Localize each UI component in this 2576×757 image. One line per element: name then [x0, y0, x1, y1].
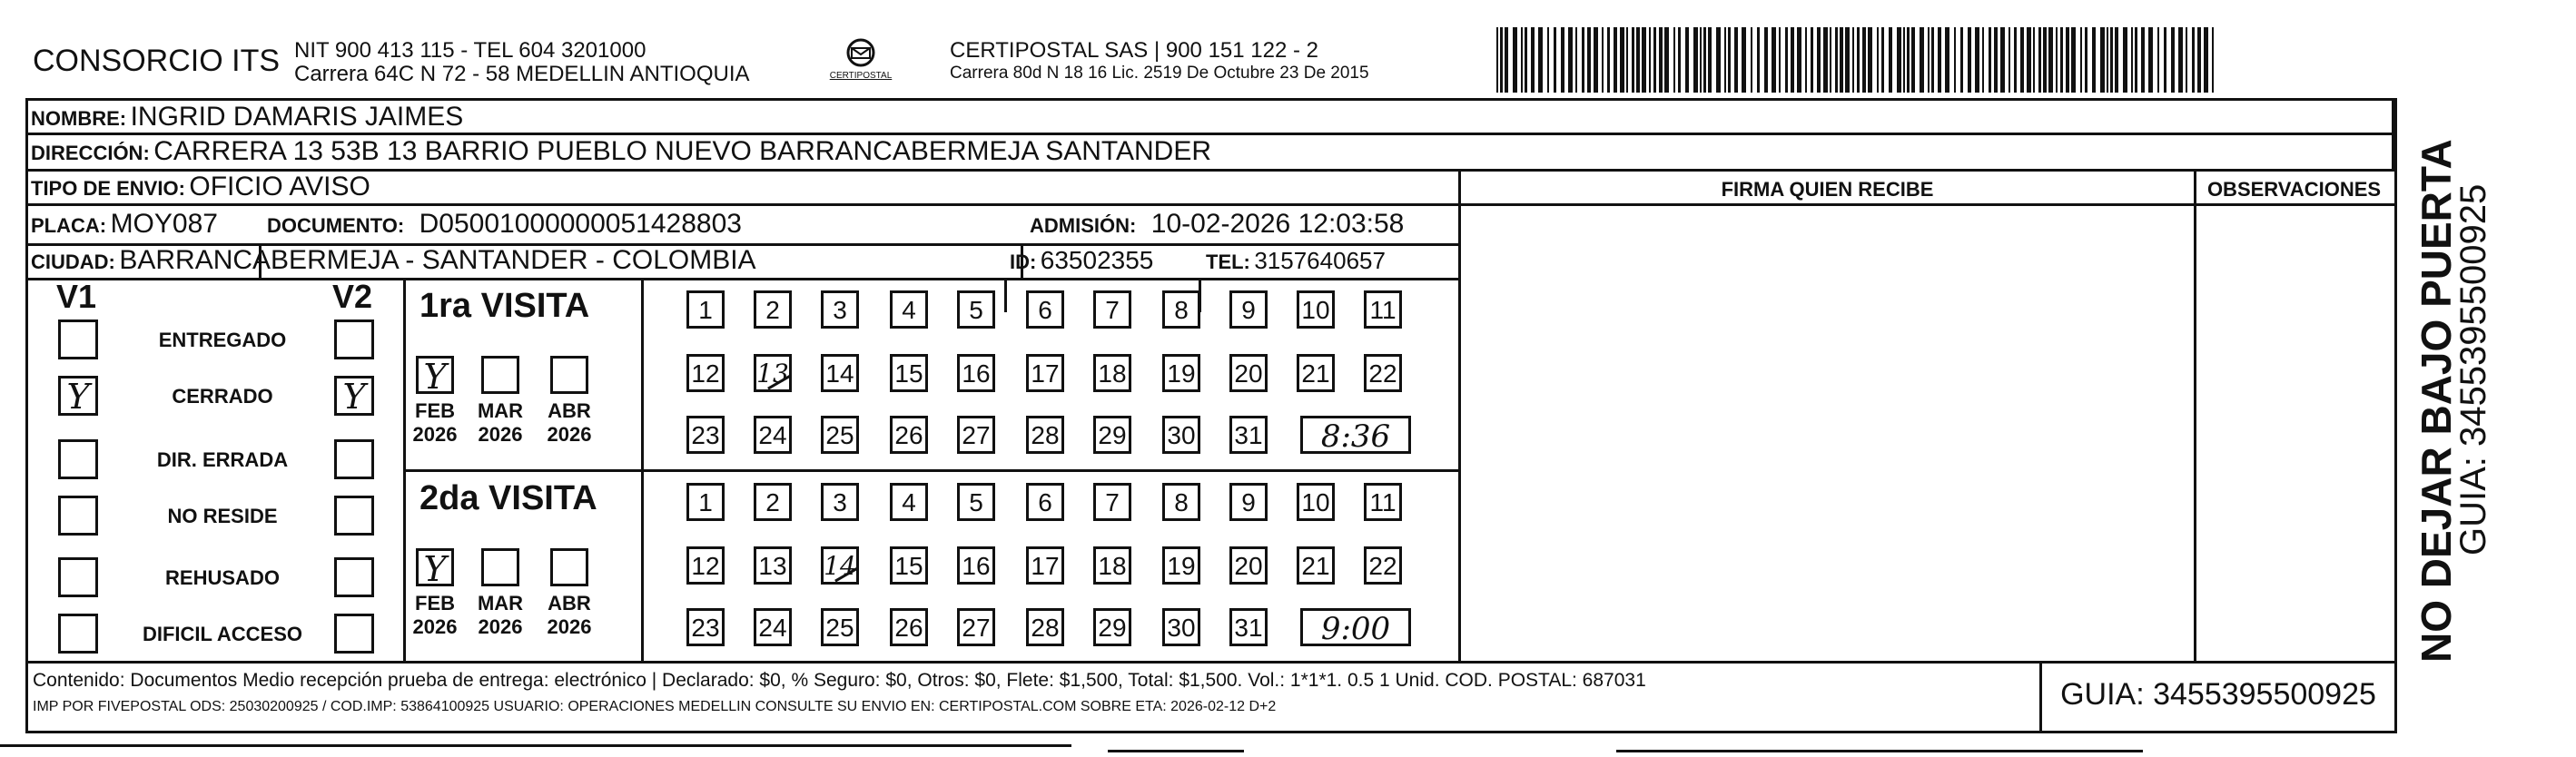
- day-box[interactable]: 9: [1229, 483, 1268, 521]
- day-box[interactable]: 13: [754, 546, 792, 585]
- v2-checkbox[interactable]: [334, 320, 374, 359]
- barcode-bar: [1724, 27, 1726, 93]
- barcode-bar: [1678, 27, 1681, 93]
- barcode-bar: [2080, 27, 2082, 93]
- barcode-bar: [2066, 27, 2069, 93]
- day-box[interactable]: 7: [1093, 483, 1131, 521]
- name-label: NOMBRE:: [31, 107, 127, 130]
- day-box[interactable]: 28: [1026, 608, 1064, 646]
- barcode-bar: [1785, 27, 1788, 93]
- barcode-bar: [1575, 27, 1577, 93]
- barcode-bar: [1649, 27, 1651, 93]
- barcode-bar: [1653, 27, 1656, 93]
- day-box[interactable]: 1: [686, 483, 725, 521]
- barcode-bar: [1911, 27, 1915, 93]
- barcode-bar: [1708, 27, 1712, 93]
- day-box[interactable]: 24: [754, 608, 792, 646]
- barcode-bar: [1982, 27, 1984, 93]
- day-box[interactable]: 5: [957, 483, 995, 521]
- barcode-bar: [1513, 27, 1517, 93]
- day-box[interactable]: 1: [686, 290, 725, 329]
- day-box[interactable]: 30: [1162, 608, 1200, 646]
- barcode-bar: [2060, 27, 2063, 93]
- day-box[interactable]: 21: [1297, 354, 1335, 392]
- barcode-bar: [1975, 27, 1979, 93]
- day-box[interactable]: 24: [754, 416, 792, 454]
- side-guia: GUIA: 3455395500925: [2453, 183, 2493, 555]
- visit-time-box[interactable]: 9:00: [1300, 608, 1411, 646]
- barcode-bar: [1779, 27, 1781, 93]
- barcode-bar: [1582, 27, 1584, 93]
- day-box[interactable]: 4: [890, 483, 928, 521]
- barcode-bar: [1845, 27, 1850, 93]
- day-box[interactable]: 18: [1093, 546, 1131, 585]
- month-checkbox[interactable]: [481, 356, 519, 394]
- signature-area: [1461, 205, 2194, 661]
- barcode-bar: [2212, 27, 2214, 93]
- barcode-bar: [2115, 27, 2118, 93]
- barcode-bar: [2020, 27, 2024, 93]
- barcode-bar: [2048, 27, 2053, 93]
- barcode-bar: [1620, 27, 1624, 93]
- reason-label: REHUSADO: [165, 566, 280, 589]
- v1-checkbox[interactable]: [58, 320, 98, 359]
- barcode-bar: [1764, 27, 1768, 93]
- barcode-bar: [2085, 27, 2087, 93]
- reason-label: NO RESIDE: [167, 505, 278, 527]
- barcode-bar: [2164, 27, 2166, 93]
- month-label: FEB: [415, 399, 455, 422]
- day-box[interactable]: 25: [821, 416, 859, 454]
- v1-checkbox[interactable]: Y: [58, 376, 98, 416]
- month-checkbox[interactable]: Y: [416, 356, 454, 394]
- day-box[interactable]: 15: [890, 546, 928, 585]
- day-box[interactable]: 14: [821, 354, 859, 392]
- month-label: MAR: [477, 592, 524, 614]
- day-box[interactable]: 29: [1093, 416, 1131, 454]
- barcode-bar: [1852, 27, 1854, 93]
- barcode-bar: [2141, 27, 2145, 93]
- reason-label: DIR. ERRADA: [156, 448, 289, 471]
- month-label: FEB: [415, 592, 455, 614]
- barcode-bar: [1525, 27, 1527, 93]
- day-box[interactable]: 19: [1162, 354, 1200, 392]
- barcode-bar: [2033, 27, 2035, 93]
- plate-value: MOY087: [110, 209, 218, 239]
- recipient-address: CARRERA 13 53B 13 BARRIO PUEBLO NUEVO BARRANCABERMEJA SANTANDER: [153, 136, 1212, 166]
- barcode-bar: [2038, 27, 2041, 93]
- barcode-bar: [1538, 27, 1543, 93]
- day-box[interactable]: 8: [1162, 290, 1200, 329]
- day-box[interactable]: 6: [1026, 290, 1064, 329]
- barcode-bar: [1505, 27, 1508, 93]
- day-box[interactable]: 26: [890, 416, 928, 454]
- barcode-bar: [1664, 27, 1669, 93]
- day-box[interactable]: 22: [1364, 546, 1402, 585]
- barcode-bar: [2027, 27, 2031, 93]
- day-box[interactable]: 2: [754, 290, 792, 329]
- barcode-bar: [1594, 27, 1598, 93]
- barcode-bar: [1496, 27, 1498, 93]
- barcode-bar: [2186, 27, 2187, 93]
- barcode-bar: [1568, 27, 1573, 93]
- barcode-bar: [1521, 27, 1523, 93]
- year-label: 2026: [412, 423, 458, 446]
- barcode-bar: [1877, 27, 1879, 93]
- company-info-line2: Carrera 64C N 72 - 58 MEDELLIN ANTIOQUIA: [294, 62, 750, 86]
- city-value: BARRANCABERMEJA - SANTANDER - COLOMBIA: [119, 245, 756, 275]
- barcode-bar: [1772, 27, 1776, 93]
- day-box[interactable]: 2: [754, 483, 792, 521]
- day-box[interactable]: 25: [821, 608, 859, 646]
- day-box[interactable]: 27: [957, 608, 995, 646]
- day-box[interactable]: 7: [1093, 290, 1131, 329]
- plate-label: PLACA:: [31, 214, 107, 237]
- barcode-bar: [2056, 27, 2058, 93]
- recipient-name-row: [31, 100, 463, 134]
- barcode-bar: [1954, 27, 1956, 93]
- barcode-bar: [1561, 27, 1564, 93]
- v1-checkbox[interactable]: [58, 557, 98, 597]
- barcode-bar: [2148, 27, 2153, 93]
- day-box[interactable]: 3: [821, 290, 859, 329]
- carrier-info-line1: CERTIPOSTAL SAS | 900 151 122 - 2: [950, 38, 1318, 63]
- day-strike-mark: [825, 552, 858, 583]
- v2-checkbox[interactable]: [334, 496, 374, 536]
- barcode-bar: [2014, 27, 2017, 93]
- barcode-bar: [1835, 27, 1838, 93]
- day-box[interactable]: 11: [1364, 290, 1402, 329]
- v1-checkbox[interactable]: [58, 614, 98, 654]
- barcode-bar: [1700, 27, 1702, 93]
- v2-checkbox[interactable]: [334, 439, 374, 479]
- barcode-bar: [2131, 27, 2133, 93]
- logo-text: CERTIPOSTAL: [829, 71, 893, 81]
- day-box[interactable]: 12: [686, 546, 725, 585]
- day-box[interactable]: 23: [686, 416, 725, 454]
- barcode-bar: [1945, 27, 1949, 93]
- recipient-name: INGRID DAMARIS JAIMES: [130, 102, 464, 132]
- city-row: [31, 243, 756, 278]
- barcode-bar: [2043, 27, 2047, 93]
- day-box[interactable]: 16: [957, 546, 995, 585]
- barcode-bar: [1791, 27, 1794, 93]
- id-cell: [1010, 243, 1153, 278]
- day-box[interactable]: 19: [1162, 546, 1200, 585]
- barcode-bar: [1751, 27, 1752, 93]
- day-box[interactable]: 10: [1297, 290, 1335, 329]
- day-box[interactable]: 23: [686, 608, 725, 646]
- barcode-bar: [1547, 27, 1549, 93]
- day-box[interactable]: 31: [1229, 608, 1268, 646]
- signature-header: FIRMA QUIEN RECIBE: [1721, 178, 1934, 201]
- id-value: 63502355: [1040, 246, 1154, 274]
- carrier-info-line2: Carrera 80d N 18 16 Lic. 2519 De Octubre 23 De 2015: [950, 64, 1369, 83]
- barcode-bar: [2071, 27, 2076, 93]
- month-checkbox[interactable]: Y: [416, 548, 454, 586]
- reason-label: CERRADO: [172, 385, 273, 408]
- day-box[interactable]: 16: [957, 354, 995, 392]
- barcode-bar: [1632, 27, 1634, 93]
- barcode-bar: [1862, 27, 1866, 93]
- barcode-bar: [1728, 27, 1731, 93]
- barcode-bar: [1897, 27, 1901, 93]
- day-box[interactable]: 26: [890, 608, 928, 646]
- admission-datetime: 10-02-2026 12:03:58: [1150, 209, 1405, 239]
- barcode-bar: [1797, 27, 1801, 93]
- day-box[interactable]: 8: [1162, 483, 1200, 521]
- barcode-bar: [1531, 27, 1535, 93]
- barcode-bar: [1968, 27, 1971, 93]
- barcode-bar: [1989, 27, 1991, 93]
- barcode-bar: [1931, 27, 1934, 93]
- day-box[interactable]: 14: [821, 546, 859, 585]
- tel-cell: [1206, 243, 1386, 278]
- v1-label: V1: [56, 278, 97, 315]
- do-not-leave-warning: NO DEJAR BAJO PUERTA: [2413, 139, 2460, 663]
- month-checkbox[interactable]: [550, 548, 588, 586]
- visit-time-box[interactable]: 8:36: [1300, 416, 1411, 454]
- barcode-bar: [1830, 27, 1831, 93]
- barcode-bar: [2092, 27, 2096, 93]
- v2-label: V2: [332, 278, 373, 315]
- barcode-bar: [1938, 27, 1941, 93]
- barcode-bar: [1607, 27, 1610, 93]
- v2-checkbox[interactable]: [334, 614, 374, 654]
- year-label: 2026: [412, 615, 458, 638]
- barcode-bar: [1742, 27, 1746, 93]
- day-box[interactable]: 6: [1026, 483, 1064, 521]
- barcode-bar: [2123, 27, 2127, 93]
- barcode-bar: [1500, 27, 1503, 93]
- barcode-bar: [1920, 27, 1924, 93]
- second-visit-title: 2da VISITA: [419, 479, 597, 517]
- barcode-bar: [1602, 27, 1604, 93]
- barcode-bar: [1587, 27, 1591, 93]
- address-label: DIRECCIÓN:: [31, 142, 150, 164]
- month-checkbox[interactable]: [481, 548, 519, 586]
- barcode-bar: [1881, 27, 1884, 93]
- day-box[interactable]: 4: [890, 290, 928, 329]
- barcode-bar: [2197, 27, 2201, 93]
- barcode-bar: [1903, 27, 1905, 93]
- year-label: 2026: [478, 423, 523, 446]
- barcode-bar: [1757, 27, 1760, 93]
- day-box[interactable]: 28: [1026, 416, 1064, 454]
- company-info-line1: NIT 900 413 115 - TEL 604 3201000: [294, 38, 646, 63]
- v2-checkbox[interactable]: [334, 557, 374, 597]
- day-box[interactable]: 3: [821, 483, 859, 521]
- month-label: ABR: [548, 592, 591, 614]
- barcode-bar: [2135, 27, 2137, 93]
- barcode-bar: [1857, 27, 1860, 93]
- barcode-bar: [1703, 27, 1706, 93]
- barcode-bar: [2008, 27, 2010, 93]
- day-box[interactable]: 9: [1229, 290, 1268, 329]
- day-box[interactable]: 5: [957, 290, 995, 329]
- barcode-bar: [1811, 27, 1813, 93]
- barcode-bar: [2171, 27, 2175, 93]
- day-strike-mark: [758, 359, 791, 390]
- tel-label: TEL:: [1206, 251, 1250, 273]
- barcode-bar: [1716, 27, 1721, 93]
- v2-checkbox[interactable]: Y: [334, 376, 374, 416]
- footer-print-info: IMP POR FIVEPOSTAL ODS: 25030200925 / COD.IMP: 53864100925 USUARIO: OPERACIONES MEDELLIN CONSULTE SU ENVIO EN: CERTIPOSTAL.COM SOBRE ETA: 2026-02-12 D+2: [33, 699, 1277, 714]
- barcode-bar: [1685, 27, 1689, 93]
- barcode-bar: [1659, 27, 1663, 93]
- barcode-bar: [1817, 27, 1821, 93]
- barcode: [1496, 27, 2223, 93]
- barcode-bar: [1889, 27, 1892, 93]
- day-box[interactable]: 18: [1093, 354, 1131, 392]
- day-box[interactable]: 10: [1297, 483, 1335, 521]
- day-box[interactable]: 30: [1162, 416, 1200, 454]
- observations-area: [2196, 205, 2392, 661]
- footer-content: Contenido: Documentos Medio recepción prueba de entrega: electrónico | Declarado: $0, % Seguro: $0, Otros: $0, Flete: $1,500, Total: $1,500. Vol.: 1*1*1. 0.5 1 Unid. COD. POSTAL: 687031: [33, 670, 1646, 691]
- barcode-bar: [1840, 27, 1843, 93]
- day-box[interactable]: 31: [1229, 416, 1268, 454]
- barcode-bar: [1805, 27, 1807, 93]
- first-visit-title: 1ra VISITA: [419, 287, 590, 325]
- v1-checkbox[interactable]: [58, 496, 98, 536]
- day-box[interactable]: 11: [1364, 483, 1402, 521]
- barcode-bar: [1907, 27, 1910, 93]
- reason-label: DIFICIL ACCESO: [142, 623, 302, 645]
- day-box[interactable]: 27: [957, 416, 995, 454]
- observations-header: OBSERVACIONES: [2206, 178, 2382, 201]
- day-box[interactable]: 17: [1026, 354, 1064, 392]
- barcode-bar: [2178, 27, 2183, 93]
- month-label: ABR: [548, 399, 591, 422]
- company-name: CONSORCIO ITS: [33, 44, 281, 78]
- tel-value: 3157640657: [1254, 247, 1386, 274]
- send-type-row: [31, 170, 370, 204]
- footer-guia: GUIA: 3455395500925: [2060, 677, 2376, 712]
- barcode-bar: [2100, 27, 2105, 93]
- certipostal-logo: [829, 34, 893, 87]
- barcode-bar: [1636, 27, 1640, 93]
- barcode-bar: [1868, 27, 1872, 93]
- city-label: CIUDAD:: [31, 251, 115, 273]
- v1-checkbox[interactable]: [58, 439, 98, 479]
- barcode-bar: [2110, 27, 2113, 93]
- barcode-bar: [2204, 27, 2208, 93]
- reason-label: ENTREGADO: [158, 329, 287, 351]
- barcode-bar: [1673, 27, 1675, 93]
- barcode-bar: [1994, 27, 1998, 93]
- barcode-bar: [1554, 27, 1556, 93]
- admission-cell: [1030, 207, 1404, 241]
- day-box[interactable]: 12: [686, 354, 725, 392]
- barcode-bar: [2000, 27, 2005, 93]
- day-box[interactable]: 22: [1364, 354, 1402, 392]
- barcode-bar: [1614, 27, 1617, 93]
- document-cell: [267, 207, 742, 241]
- barcode-bar: [1928, 27, 1930, 93]
- month-checkbox[interactable]: [550, 356, 588, 394]
- day-box[interactable]: 15: [890, 354, 928, 392]
- barcode-bar: [1823, 27, 1828, 93]
- day-box[interactable]: 20: [1229, 354, 1268, 392]
- barcode-bar: [2157, 27, 2159, 93]
- year-label: 2026: [547, 423, 592, 446]
- day-box[interactable]: 13: [754, 354, 792, 392]
- id-label: ID:: [1010, 251, 1037, 273]
- document-number: D05001000000051428803: [419, 209, 742, 239]
- admission-label: ADMISIÓN:: [1030, 214, 1137, 237]
- year-label: 2026: [478, 615, 523, 638]
- barcode-bar: [1642, 27, 1646, 93]
- barcode-bar: [1960, 27, 1963, 93]
- day-box[interactable]: 20: [1229, 546, 1268, 585]
- send-type-label: TIPO DE ENVIO:: [31, 177, 185, 200]
- barcode-bar: [1626, 27, 1628, 93]
- barcode-bar: [1693, 27, 1698, 93]
- plate-row: [31, 207, 218, 241]
- day-box[interactable]: 17: [1026, 546, 1064, 585]
- barcode-bar: [1734, 27, 1738, 93]
- barcode-bar: [2107, 27, 2108, 93]
- send-type: OFICIO AVISO: [189, 172, 370, 202]
- day-box[interactable]: 21: [1297, 546, 1335, 585]
- barcode-bar: [2192, 27, 2195, 93]
- month-label: MAR: [477, 399, 524, 422]
- address-row: [31, 134, 1211, 169]
- day-box[interactable]: 29: [1093, 608, 1131, 646]
- document-label: DOCUMENTO:: [267, 214, 405, 237]
- year-label: 2026: [547, 615, 592, 638]
